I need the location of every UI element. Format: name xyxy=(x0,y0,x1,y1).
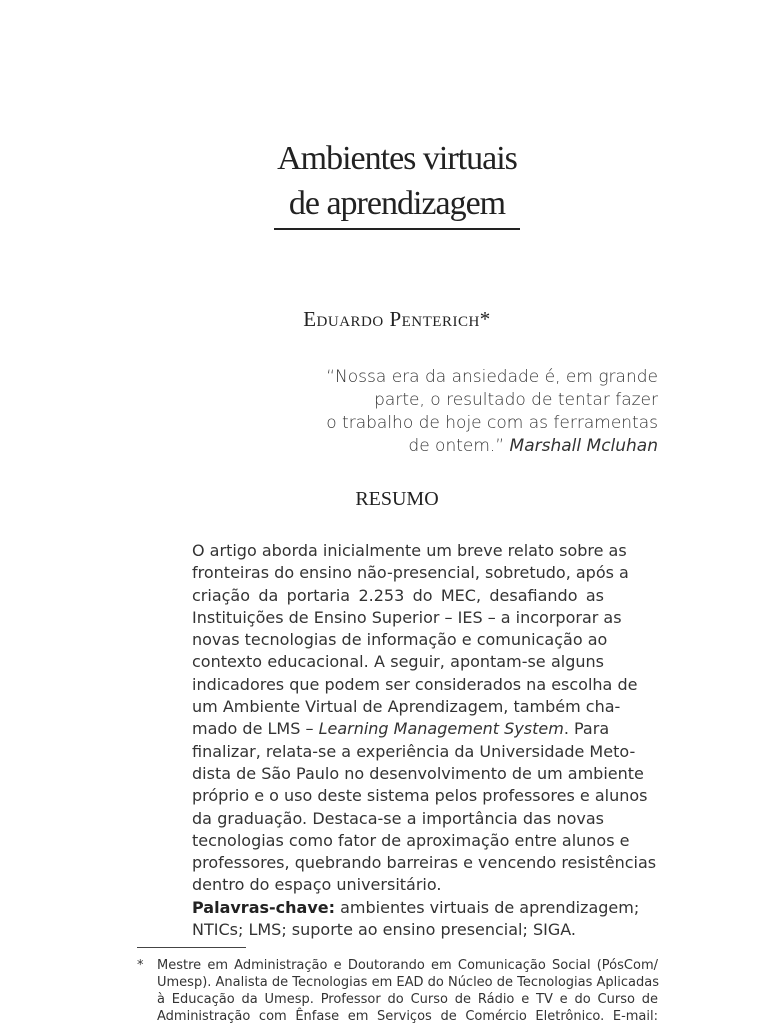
abstract-line: um Ambiente Virtual de Aprendizagem, também cha- xyxy=(192,697,621,717)
epigraph-last-text: de ontem.” xyxy=(408,436,505,456)
lms-after: . Para xyxy=(563,719,610,739)
lms-expansion: Learning Management System xyxy=(318,719,564,739)
keywords-line-1 xyxy=(192,897,640,919)
title-underline xyxy=(274,228,520,230)
abstract-line: dista de São Paulo no desenvolvimento de um ambiente xyxy=(192,763,644,783)
footnote-mark: * xyxy=(137,958,144,973)
title-line-2: de aprendizagem xyxy=(288,185,506,222)
epigraph-quote xyxy=(298,366,658,458)
abstract-line: professores, quebrando barreiras e vencendo resistências xyxy=(192,853,657,873)
footnote-body xyxy=(157,957,658,1025)
lms-before: mado de LMS – xyxy=(192,719,319,739)
author-name: Eduardo Penterich* xyxy=(303,307,491,331)
epigraph-line: o trabalho de hoje com as ferramentas xyxy=(326,413,658,433)
footnote-line: Administração com Ênfase em Serviços de Comércio Eletrônico. E-mail: xyxy=(157,1009,658,1024)
epigraph-line: “Nossa era da ansiedade é, em grande xyxy=(326,367,658,387)
abstract-line: da graduação. Destaca-se a importância das novas xyxy=(192,808,604,828)
footnote-line: Umesp). Analista de Tecnologias em EAD do Núcleo de Tecnologias Aplicadas xyxy=(157,975,659,990)
article-title xyxy=(0,136,768,226)
footnote-line: à Educação da Umesp. Professor do Curso de Rádio e TV e do Curso de xyxy=(157,992,658,1007)
abstract-line: criação da portaria 2.253 do MEC, desafiando as xyxy=(192,585,604,605)
abstract-line: Instituições de Ensino Superior – IES – a incorporar as xyxy=(192,607,622,627)
abstract-line: indicadores que podem ser considerados na escolha de xyxy=(192,674,638,694)
abstract-line: contexto educacional. A seguir, apontam-se alguns xyxy=(192,652,604,672)
title-line-1: Ambientes virtuais xyxy=(277,140,517,177)
abstract-line: finalizar, relata-se a experiência da Universidade Meto- xyxy=(192,741,636,761)
keywords-label: Palavras-chave: xyxy=(192,897,336,917)
epigraph-line-last xyxy=(298,435,658,458)
epigraph-line: parte, o resultado de tentar fazer xyxy=(374,390,658,410)
footnote-line: Mestre em Administração e Doutorando em Comunicação Social (PósCom/ xyxy=(157,958,658,973)
abstract-line-lms xyxy=(192,718,610,740)
abstract-line-final: dentro do espaço universitário. xyxy=(192,875,442,895)
abstract-line: tecnologias como fator de aproximação entre alunos e xyxy=(192,830,630,850)
keywords-line-2: NTICs; LMS; suporte ao ensino presencial; SIGA. xyxy=(192,920,576,940)
abstract-body xyxy=(192,540,657,941)
epigraph-citation: Marshall Mcluhan xyxy=(509,436,658,456)
footnote-separator xyxy=(137,947,246,948)
abstract-line: próprio e o uso deste sistema pelos professores e alunos xyxy=(192,786,648,806)
footnote xyxy=(137,957,658,1025)
keywords-text-1: ambientes virtuais de aprendizagem; xyxy=(335,897,640,917)
abstract-line: fronteiras do ensino não-presencial, sobretudo, após a xyxy=(192,563,629,583)
abstract-line: O artigo aborda inicialmente um breve relato sobre as xyxy=(192,541,627,560)
abstract-heading: RESUMO xyxy=(355,488,439,510)
abstract-line: novas tecnologias de informação e comunicação ao xyxy=(192,630,608,650)
